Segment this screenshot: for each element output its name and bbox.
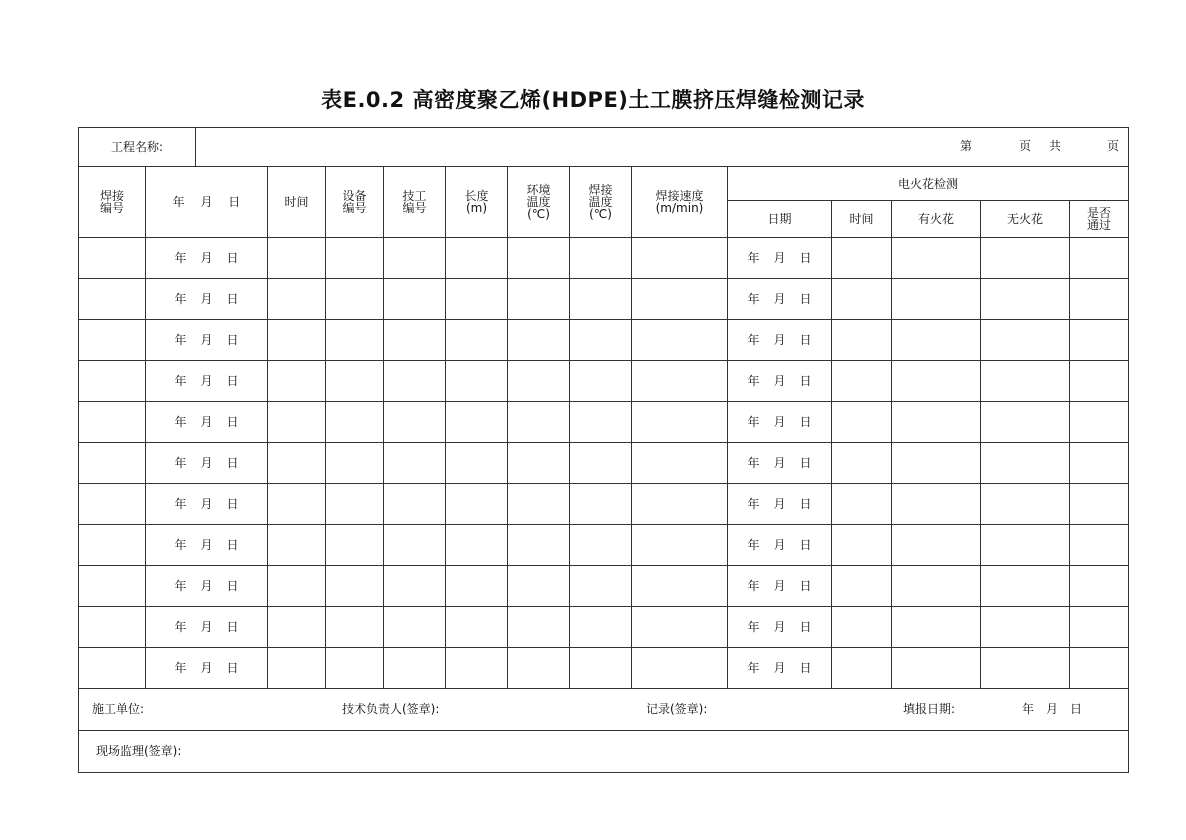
blank-cell[interactable] <box>832 361 892 402</box>
year-label: 年 <box>174 661 187 675</box>
year-label: 年 <box>174 333 187 347</box>
fill-date-label: 填报日期: <box>903 702 956 716</box>
blank-cell[interactable] <box>632 443 728 484</box>
blank-cell[interactable] <box>446 402 508 443</box>
blank-cell[interactable] <box>326 402 384 443</box>
page-di: 第 <box>960 139 973 153</box>
header-tech-no: 技工编号 <box>384 167 446 238</box>
year-label: 年 <box>747 292 760 306</box>
day-label: 日 <box>799 620 812 634</box>
table-row <box>79 566 1129 607</box>
date-cell[interactable] <box>146 361 268 402</box>
header-weld-temp: 焊接温度(℃) <box>570 167 632 238</box>
blank-cell[interactable] <box>570 648 632 689</box>
blank-cell[interactable] <box>1070 320 1129 361</box>
blank-cell[interactable] <box>79 361 146 402</box>
blank-cell[interactable] <box>508 320 570 361</box>
blank-cell[interactable] <box>508 525 570 566</box>
blank-cell[interactable] <box>326 279 384 320</box>
day-label: 日 <box>226 661 239 675</box>
blank-cell[interactable] <box>832 607 892 648</box>
blank-cell[interactable] <box>632 402 728 443</box>
blank-cell[interactable] <box>981 525 1070 566</box>
table-row <box>79 402 1129 443</box>
blank-cell[interactable] <box>570 402 632 443</box>
day-label: 日 <box>226 620 239 634</box>
year-label: 年 <box>747 374 760 388</box>
date-cell[interactable] <box>146 279 268 320</box>
year-label: 年 <box>174 579 187 593</box>
blank-cell[interactable] <box>79 238 146 279</box>
page-ye: 页 <box>1019 139 1032 153</box>
month-label: 月 <box>200 374 213 388</box>
blank-cell[interactable] <box>981 484 1070 525</box>
blank-cell[interactable] <box>832 238 892 279</box>
blank-cell[interactable] <box>268 648 326 689</box>
table-row <box>79 238 1129 279</box>
date-cell[interactable] <box>146 607 268 648</box>
blank-cell[interactable] <box>981 238 1070 279</box>
blank-cell[interactable] <box>570 238 632 279</box>
blank-cell[interactable] <box>1070 402 1129 443</box>
day-label: 日 <box>226 415 239 429</box>
date-cell[interactable] <box>146 238 268 279</box>
year-label: 年 <box>174 251 187 265</box>
blank-cell[interactable] <box>326 566 384 607</box>
month-label: 月 <box>773 374 786 388</box>
blank-cell[interactable] <box>981 279 1070 320</box>
blank-cell[interactable] <box>832 279 892 320</box>
blank-cell[interactable] <box>79 279 146 320</box>
blank-cell[interactable] <box>508 607 570 648</box>
blank-cell[interactable] <box>570 320 632 361</box>
blank-cell[interactable] <box>981 320 1070 361</box>
date-cell[interactable] <box>728 238 832 279</box>
blank-cell[interactable] <box>892 279 981 320</box>
date-cell[interactable] <box>728 484 832 525</box>
table-row <box>79 320 1129 361</box>
date-cell[interactable] <box>146 402 268 443</box>
blank-cell[interactable] <box>892 648 981 689</box>
blank-cell[interactable] <box>832 320 892 361</box>
month-label: 月 <box>200 415 213 429</box>
date-cell[interactable] <box>728 443 832 484</box>
blank-cell[interactable] <box>446 525 508 566</box>
blank-cell[interactable] <box>832 566 892 607</box>
blank-cell[interactable] <box>508 484 570 525</box>
header-spark-date: 日期 <box>728 201 832 238</box>
blank-cell[interactable] <box>508 238 570 279</box>
blank-cell[interactable] <box>268 525 326 566</box>
record-table <box>78 127 1129 773</box>
year-label: 年 <box>174 497 187 511</box>
month-label: 月 <box>773 333 786 347</box>
month-label: 月 <box>773 415 786 429</box>
table-row <box>79 443 1129 484</box>
blank-cell[interactable] <box>384 607 446 648</box>
blank-cell[interactable] <box>446 361 508 402</box>
footer-signatures <box>79 689 1129 731</box>
day-label: 日 <box>799 374 812 388</box>
blank-cell[interactable] <box>384 648 446 689</box>
blank-cell[interactable] <box>1070 607 1129 648</box>
date-cell[interactable] <box>146 525 268 566</box>
construction-unit-label: 施工单位: <box>92 702 145 716</box>
date-cell[interactable] <box>728 402 832 443</box>
blank-cell[interactable] <box>446 484 508 525</box>
date-cell[interactable] <box>728 648 832 689</box>
year-label: 年 <box>174 292 187 306</box>
blank-cell[interactable] <box>832 525 892 566</box>
blank-cell[interactable] <box>892 402 981 443</box>
day-label: 日 <box>226 374 239 388</box>
year-label: 年 <box>747 538 760 552</box>
tech-lead-label: 技术负责人(签章): <box>342 702 440 716</box>
year-label: 年 <box>174 538 187 552</box>
blank-cell[interactable] <box>632 484 728 525</box>
blank-cell[interactable] <box>892 484 981 525</box>
day-label: 日 <box>799 456 812 470</box>
blank-cell[interactable] <box>446 443 508 484</box>
blank-cell[interactable] <box>446 648 508 689</box>
blank-cell[interactable] <box>981 566 1070 607</box>
date-cell[interactable] <box>728 279 832 320</box>
blank-cell[interactable] <box>832 484 892 525</box>
date-cell[interactable] <box>146 320 268 361</box>
blank-cell[interactable] <box>1070 443 1129 484</box>
blank-cell[interactable] <box>508 648 570 689</box>
blank-cell[interactable] <box>981 648 1070 689</box>
month-label: 月 <box>200 538 213 552</box>
blank-cell[interactable] <box>446 607 508 648</box>
blank-cell[interactable] <box>508 279 570 320</box>
blank-cell[interactable] <box>79 443 146 484</box>
year-label: 年 <box>747 251 760 265</box>
year-label: 年 <box>174 374 187 388</box>
day-label: 日 <box>799 538 812 552</box>
header-has-spark: 有火花 <box>892 201 981 238</box>
blank-cell[interactable] <box>446 279 508 320</box>
table-row <box>79 484 1129 525</box>
blank-cell[interactable] <box>981 443 1070 484</box>
blank-cell[interactable] <box>326 361 384 402</box>
blank-cell[interactable] <box>79 402 146 443</box>
recorder-label: 记录(签章): <box>646 702 708 716</box>
header-env-temp: 环境温度(℃) <box>508 167 570 238</box>
blank-cell[interactable] <box>384 361 446 402</box>
day-label: 日 <box>799 251 812 265</box>
date-cell[interactable] <box>728 607 832 648</box>
blank-cell[interactable] <box>508 443 570 484</box>
header-spark: 电火花检测 <box>728 167 1129 201</box>
header-pass: 是否通过 <box>1070 201 1129 238</box>
blank-cell[interactable] <box>632 607 728 648</box>
blank-cell[interactable] <box>508 402 570 443</box>
blank-cell[interactable] <box>892 361 981 402</box>
page-info <box>196 128 1128 166</box>
blank-cell[interactable] <box>981 402 1070 443</box>
page-ye2: 页 <box>1107 139 1120 153</box>
blank-cell[interactable] <box>981 607 1070 648</box>
header-weld-no: 焊接编号 <box>79 167 146 238</box>
year-label: 年 <box>747 456 760 470</box>
day-label: 日 <box>799 333 812 347</box>
supervisor-label: 现场监理(签章): <box>96 744 182 758</box>
day-label: 日 <box>226 251 239 265</box>
blank-cell[interactable] <box>384 443 446 484</box>
fill-date-value[interactable]: 年 月 日 <box>1022 702 1083 716</box>
blank-cell[interactable] <box>326 607 384 648</box>
day-label: 日 <box>226 579 239 593</box>
blank-cell[interactable] <box>892 607 981 648</box>
blank-cell[interactable] <box>632 238 728 279</box>
blank-cell[interactable] <box>446 566 508 607</box>
blank-cell[interactable] <box>79 525 146 566</box>
blank-cell[interactable] <box>326 484 384 525</box>
date-cell[interactable] <box>728 566 832 607</box>
blank-cell[interactable] <box>570 525 632 566</box>
blank-cell[interactable] <box>268 320 326 361</box>
blank-cell[interactable] <box>632 566 728 607</box>
blank-cell[interactable] <box>268 361 326 402</box>
blank-cell[interactable] <box>79 320 146 361</box>
month-label: 月 <box>200 579 213 593</box>
blank-cell[interactable] <box>384 238 446 279</box>
month-label: 月 <box>773 579 786 593</box>
blank-cell[interactable] <box>1070 525 1129 566</box>
blank-cell[interactable] <box>981 361 1070 402</box>
date-cell[interactable] <box>146 566 268 607</box>
blank-cell[interactable] <box>632 320 728 361</box>
day-label: 日 <box>226 333 239 347</box>
blank-cell[interactable] <box>508 361 570 402</box>
header-spark-time: 时间 <box>832 201 892 238</box>
blank-cell[interactable] <box>1070 648 1129 689</box>
day-label: 日 <box>226 538 239 552</box>
project-name-label: 工程名称: <box>79 128 196 166</box>
day-label: 日 <box>226 292 239 306</box>
date-cell[interactable] <box>728 525 832 566</box>
blank-cell[interactable] <box>384 566 446 607</box>
blank-cell[interactable] <box>79 648 146 689</box>
month-label: 月 <box>200 333 213 347</box>
year-label: 年 <box>747 333 760 347</box>
blank-cell[interactable] <box>446 238 508 279</box>
date-cell[interactable] <box>146 648 268 689</box>
table-row <box>79 279 1129 320</box>
month-label: 月 <box>773 292 786 306</box>
month-label: 月 <box>773 456 786 470</box>
blank-cell[interactable] <box>384 402 446 443</box>
page-gong: 共 <box>1049 139 1062 153</box>
blank-cell[interactable] <box>832 443 892 484</box>
month-label: 月 <box>773 620 786 634</box>
blank-cell[interactable] <box>832 402 892 443</box>
year-label: 年 <box>747 620 760 634</box>
month-label: 月 <box>200 292 213 306</box>
header-equip-no: 设备编号 <box>326 167 384 238</box>
blank-cell[interactable] <box>570 566 632 607</box>
month-label: 月 <box>773 538 786 552</box>
day-label: 日 <box>799 292 812 306</box>
blank-cell[interactable] <box>326 320 384 361</box>
blank-cell[interactable] <box>892 238 981 279</box>
blank-cell[interactable] <box>268 443 326 484</box>
month-label: 月 <box>200 661 213 675</box>
blank-cell[interactable] <box>79 484 146 525</box>
month-label: 月 <box>200 251 213 265</box>
blank-cell[interactable] <box>268 279 326 320</box>
day-label: 日 <box>799 579 812 593</box>
blank-cell[interactable] <box>326 648 384 689</box>
year-label: 年 <box>174 415 187 429</box>
table-row <box>79 648 1129 689</box>
blank-cell[interactable] <box>268 484 326 525</box>
blank-cell[interactable] <box>1070 238 1129 279</box>
table-row <box>79 525 1129 566</box>
month-label: 月 <box>773 661 786 675</box>
blank-cell[interactable] <box>1070 484 1129 525</box>
year-label: 年 <box>747 661 760 675</box>
day-label: 日 <box>799 497 812 511</box>
blank-cell[interactable] <box>1070 279 1129 320</box>
blank-cell[interactable] <box>570 484 632 525</box>
blank-cell[interactable] <box>384 525 446 566</box>
year-label: 年 <box>747 415 760 429</box>
blank-cell[interactable] <box>892 566 981 607</box>
month-label: 月 <box>773 251 786 265</box>
blank-cell[interactable] <box>1070 361 1129 402</box>
date-cell[interactable] <box>728 320 832 361</box>
date-cell[interactable] <box>146 484 268 525</box>
header-length: 长度(m) <box>446 167 508 238</box>
day-label: 日 <box>226 456 239 470</box>
blank-cell[interactable] <box>268 238 326 279</box>
header-date: 年 月 日 <box>146 167 268 238</box>
month-label: 月 <box>200 620 213 634</box>
blank-cell[interactable] <box>570 279 632 320</box>
blank-cell[interactable] <box>892 525 981 566</box>
blank-cell[interactable] <box>384 484 446 525</box>
blank-cell[interactable] <box>268 607 326 648</box>
header-no-spark: 无火花 <box>981 201 1070 238</box>
header-weld-speed: 焊接速度(m/min) <box>632 167 728 238</box>
table-row <box>79 361 1129 402</box>
month-label: 月 <box>200 497 213 511</box>
blank-cell[interactable] <box>268 566 326 607</box>
blank-cell[interactable] <box>1070 566 1129 607</box>
page-title: 表E.0.2 高密度聚乙烯(HDPE)土工膜挤压焊缝检测记录 <box>321 88 865 112</box>
month-label: 月 <box>200 456 213 470</box>
blank-cell[interactable] <box>570 361 632 402</box>
blank-cell[interactable] <box>892 320 981 361</box>
blank-cell[interactable] <box>508 566 570 607</box>
year-label: 年 <box>174 620 187 634</box>
blank-cell[interactable] <box>632 279 728 320</box>
blank-cell[interactable] <box>384 279 446 320</box>
blank-cell[interactable] <box>570 607 632 648</box>
blank-cell[interactable] <box>326 238 384 279</box>
blank-cell[interactable] <box>570 443 632 484</box>
header-time: 时间 <box>268 167 326 238</box>
blank-cell[interactable] <box>446 320 508 361</box>
blank-cell[interactable] <box>268 402 326 443</box>
year-label: 年 <box>747 497 760 511</box>
date-cell[interactable] <box>728 361 832 402</box>
blank-cell[interactable] <box>384 320 446 361</box>
blank-cell[interactable] <box>326 443 384 484</box>
blank-cell[interactable] <box>632 525 728 566</box>
year-label: 年 <box>174 456 187 470</box>
blank-cell[interactable] <box>832 648 892 689</box>
footer-supervisor <box>79 731 1129 773</box>
month-label: 月 <box>773 497 786 511</box>
table-row <box>79 607 1129 648</box>
day-label: 日 <box>799 415 812 429</box>
date-cell[interactable] <box>146 443 268 484</box>
blank-cell[interactable] <box>632 361 728 402</box>
day-label: 日 <box>799 661 812 675</box>
blank-cell[interactable] <box>892 443 981 484</box>
blank-cell[interactable] <box>79 607 146 648</box>
blank-cell[interactable] <box>79 566 146 607</box>
blank-cell[interactable] <box>326 525 384 566</box>
day-label: 日 <box>226 497 239 511</box>
blank-cell[interactable] <box>632 648 728 689</box>
year-label: 年 <box>747 579 760 593</box>
